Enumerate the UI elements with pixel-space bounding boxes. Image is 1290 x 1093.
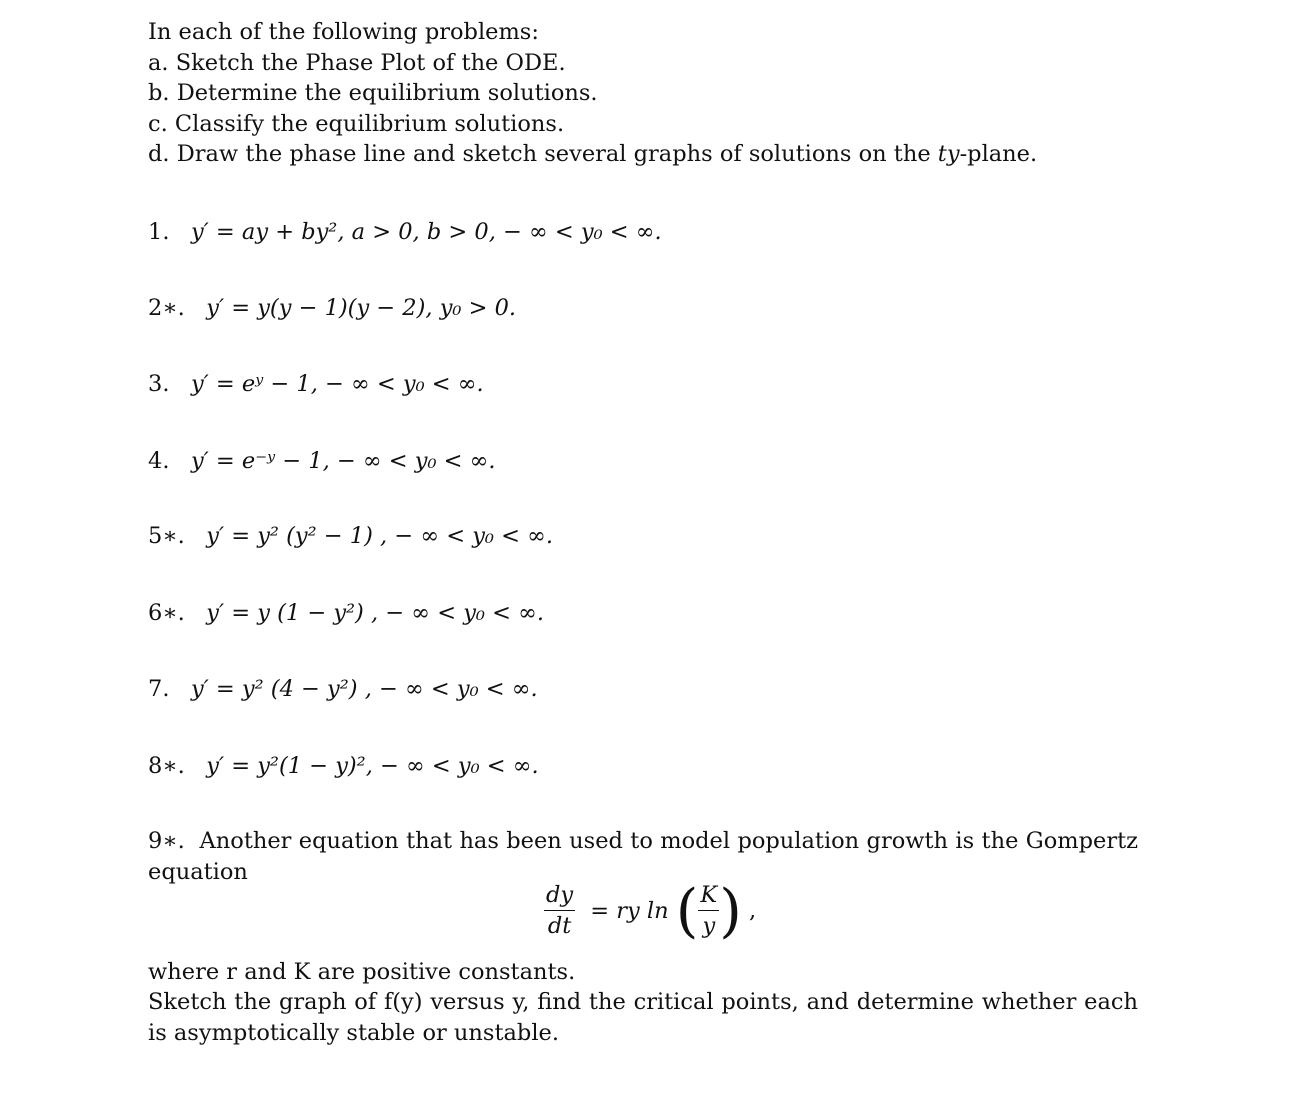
problem-7 — [148, 674, 538, 705]
problem-number: 9∗. — [148, 828, 185, 854]
intro-line-a: a. Sketch the Phase Plot of the ODE. — [148, 50, 566, 76]
intro-line-d — [148, 139, 1037, 170]
problem-number: 1. — [148, 219, 170, 245]
problem-number: 4. — [148, 448, 170, 474]
problem-number: 3. — [148, 371, 170, 397]
formula-rhs: = ry ln — [590, 897, 669, 924]
intro-line-c: c. Classify the equilibrium solutions. — [148, 111, 565, 137]
problem-equation: y′ = y(y − 1)(y − 2), y₀ > 0. — [206, 295, 517, 321]
gompertz-formula — [544, 876, 757, 945]
fraction-numerator: dy — [544, 880, 575, 911]
intro-line-d-suffix: -plane. — [959, 141, 1038, 167]
inner-denominator: y — [702, 913, 716, 939]
problem-equation: y′ = y² (y² − 1) , − ∞ < y₀ < ∞. — [206, 523, 553, 549]
problem-number: 6∗. — [148, 600, 185, 626]
problem-equation: y′ = ay + by², a > 0, b > 0, − ∞ < y₀ < ∞. — [190, 219, 662, 245]
problem-9-after-2: Sketch the graph of f(y) versus y, find the critical points, and determine whether each is asymptotically stable or unstable. — [148, 989, 1138, 1046]
problem-9-intro — [148, 826, 1138, 887]
problem-number: 5∗. — [148, 523, 185, 549]
problem-2 — [148, 293, 516, 324]
problem-equation: y′ = y² (4 − y²) , − ∞ < y₀ < ∞. — [190, 676, 538, 702]
problem-number: 7. — [148, 676, 170, 702]
dydt-fraction — [544, 880, 575, 941]
intro-line-b: b. Determine the equilibrium solutions. — [148, 80, 598, 106]
inner-numerator: K — [698, 880, 719, 911]
problem-3 — [148, 369, 484, 400]
problem-8 — [148, 751, 539, 782]
problem-number: 8∗. — [148, 753, 185, 779]
problem-1 — [148, 217, 662, 248]
intro-line-d-prefix: d. Draw the phase line and sketch several graphs of solutions on the — [148, 141, 938, 167]
problem-equation: y′ = y (1 − y²) , − ∞ < y₀ < ∞. — [206, 600, 544, 626]
problem-equation: y′ = eʸ − 1, − ∞ < y₀ < ∞. — [190, 371, 484, 397]
problem-equation: y′ = y²(1 − y)², − ∞ < y₀ < ∞. — [206, 753, 539, 779]
right-paren: ) — [719, 876, 742, 945]
problem-9-text: Another equation that has been used to model population growth is the Gompertz equation — [148, 828, 1138, 885]
left-paren: ( — [675, 876, 699, 945]
problem-4 — [148, 446, 496, 477]
problem-equation: y′ = e⁻ʸ − 1, − ∞ < y₀ < ∞. — [190, 448, 496, 474]
problem-5 — [148, 521, 553, 552]
k-over-y-fraction — [698, 880, 719, 941]
intro-line-1: In each of the following problems: — [148, 19, 539, 45]
problem-6 — [148, 598, 544, 629]
problem-9-after-1: where r and K are positive constants. — [148, 959, 576, 985]
problem-number: 2∗. — [148, 295, 185, 321]
formula-trail: , — [749, 897, 757, 924]
document-page — [148, 0, 1138, 1093]
fraction-denominator: dt — [547, 913, 572, 939]
intro-line-d-var: ty — [937, 141, 960, 167]
